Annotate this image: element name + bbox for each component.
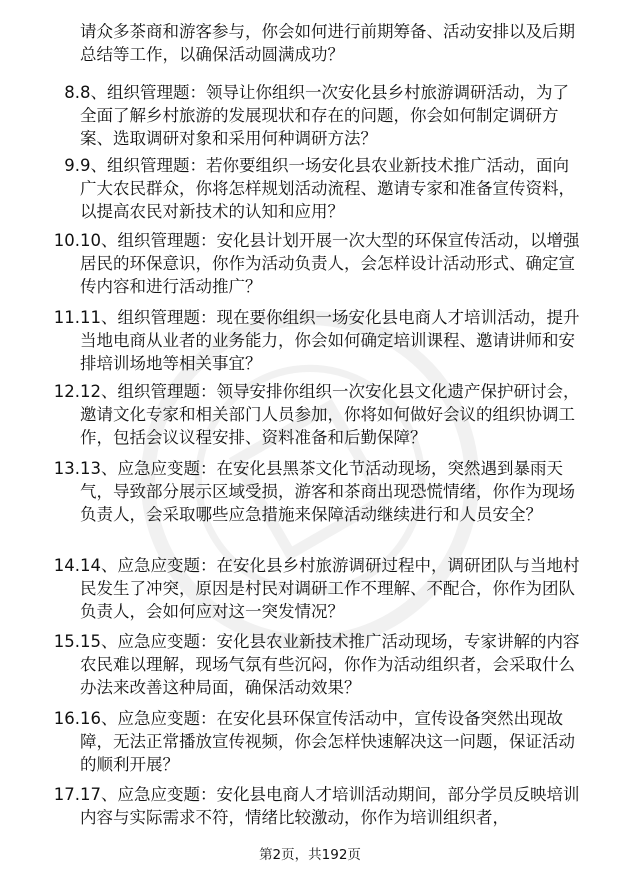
page-number-footer: 第2页，共192页 xyxy=(259,847,361,863)
question-text: 13、应急应变题：在安化县黑茶文化节活动现场，突然遇到暴雨天气，导致部分展示区域受损，游客和茶商出现恐慌情绪，你作为现场负责人，会采取哪些应急措施来保障活动继续进行和人员安全？ xyxy=(80,459,575,524)
question-text: 9、组织管理题：若你要组织一场安化县农业新技术推广活动，面向广大农民群众，你将怎样规划活动流程、邀请专家和准备宣传资料，以提高农民对新技术的认知和应用？ xyxy=(80,156,575,221)
continuation-text: 请众多茶商和游客参与，你会如何进行前期筹备、活动安排以及后期总结等工作，以确保活动圆满成功？ xyxy=(80,22,575,64)
question-text: 8、组织管理题：领导让你组织一次安化县乡村旅游调研活动，为了全面了解乡村旅游的发展现状和存在的问题，你会如何制定调研方案、选取调研对象和采用何种调研方法？ xyxy=(80,83,569,148)
question-number: 10. xyxy=(53,231,80,250)
question-number: 11. xyxy=(53,308,80,327)
question-text: 15、应急应变题：安化县农业新技术推广活动现场，专家讲解的内容农民难以理解，现场气氛有些沉闷，你作为活动组织者，会采取什么办法来改善这种局面，确保活动效果？ xyxy=(80,632,580,697)
question-number: 12. xyxy=(53,382,80,401)
question-number: 15. xyxy=(53,632,80,651)
question-text: 16、应急应变题：在安化县环保宣传活动中，宣传设备突然出现故障，无法正常播放宣传视频，你会怎样快速解决这一问题，保证活动的顺利开展？ xyxy=(80,709,575,774)
question-number: 16. xyxy=(53,709,80,728)
question-number: 14. xyxy=(53,556,80,575)
question-text: 14、应急应变题：在安化县乡村旅游调研过程中，调研团队与当地村民发生了冲突，原因是村民对调研工作不理解、不配合，你作为团队负责人，会如何应对这一突发情况？ xyxy=(80,556,580,621)
question-text: 12、组织管理题：领导安排你组织一次安化县文化遗产保护研讨会，邀请文化专家和相关部门人员参加，你将如何做好会议的组织协调工作，包括会议议程安排、资料准备和后勤保障？ xyxy=(80,382,580,447)
question-number: 8. xyxy=(64,83,80,102)
question-number: 17. xyxy=(53,785,80,804)
question-text: 17、应急应变题：安化县电商人才培训活动期间，部分学员反映培训内容与实际需求不符，情绪比较激动，你作为培训组织者， xyxy=(80,785,580,827)
question-text: 10、组织管理题：安化县计划开展一次大型的环保宣传活动，以增强居民的环保意识，你作为活动负责人，会怎样设计活动形式、确定宣传内容和进行活动推广？ xyxy=(80,231,580,296)
question-number: 13. xyxy=(53,459,80,478)
question-number: 9. xyxy=(64,156,80,175)
question-text: 11、组织管理题：现在要你组织一场安化县电商人才培训活动，提升当地电商从业者的业务能力，你会如何确定培训课程、邀请讲师和安排培训场地等相关事宜？ xyxy=(80,308,580,373)
